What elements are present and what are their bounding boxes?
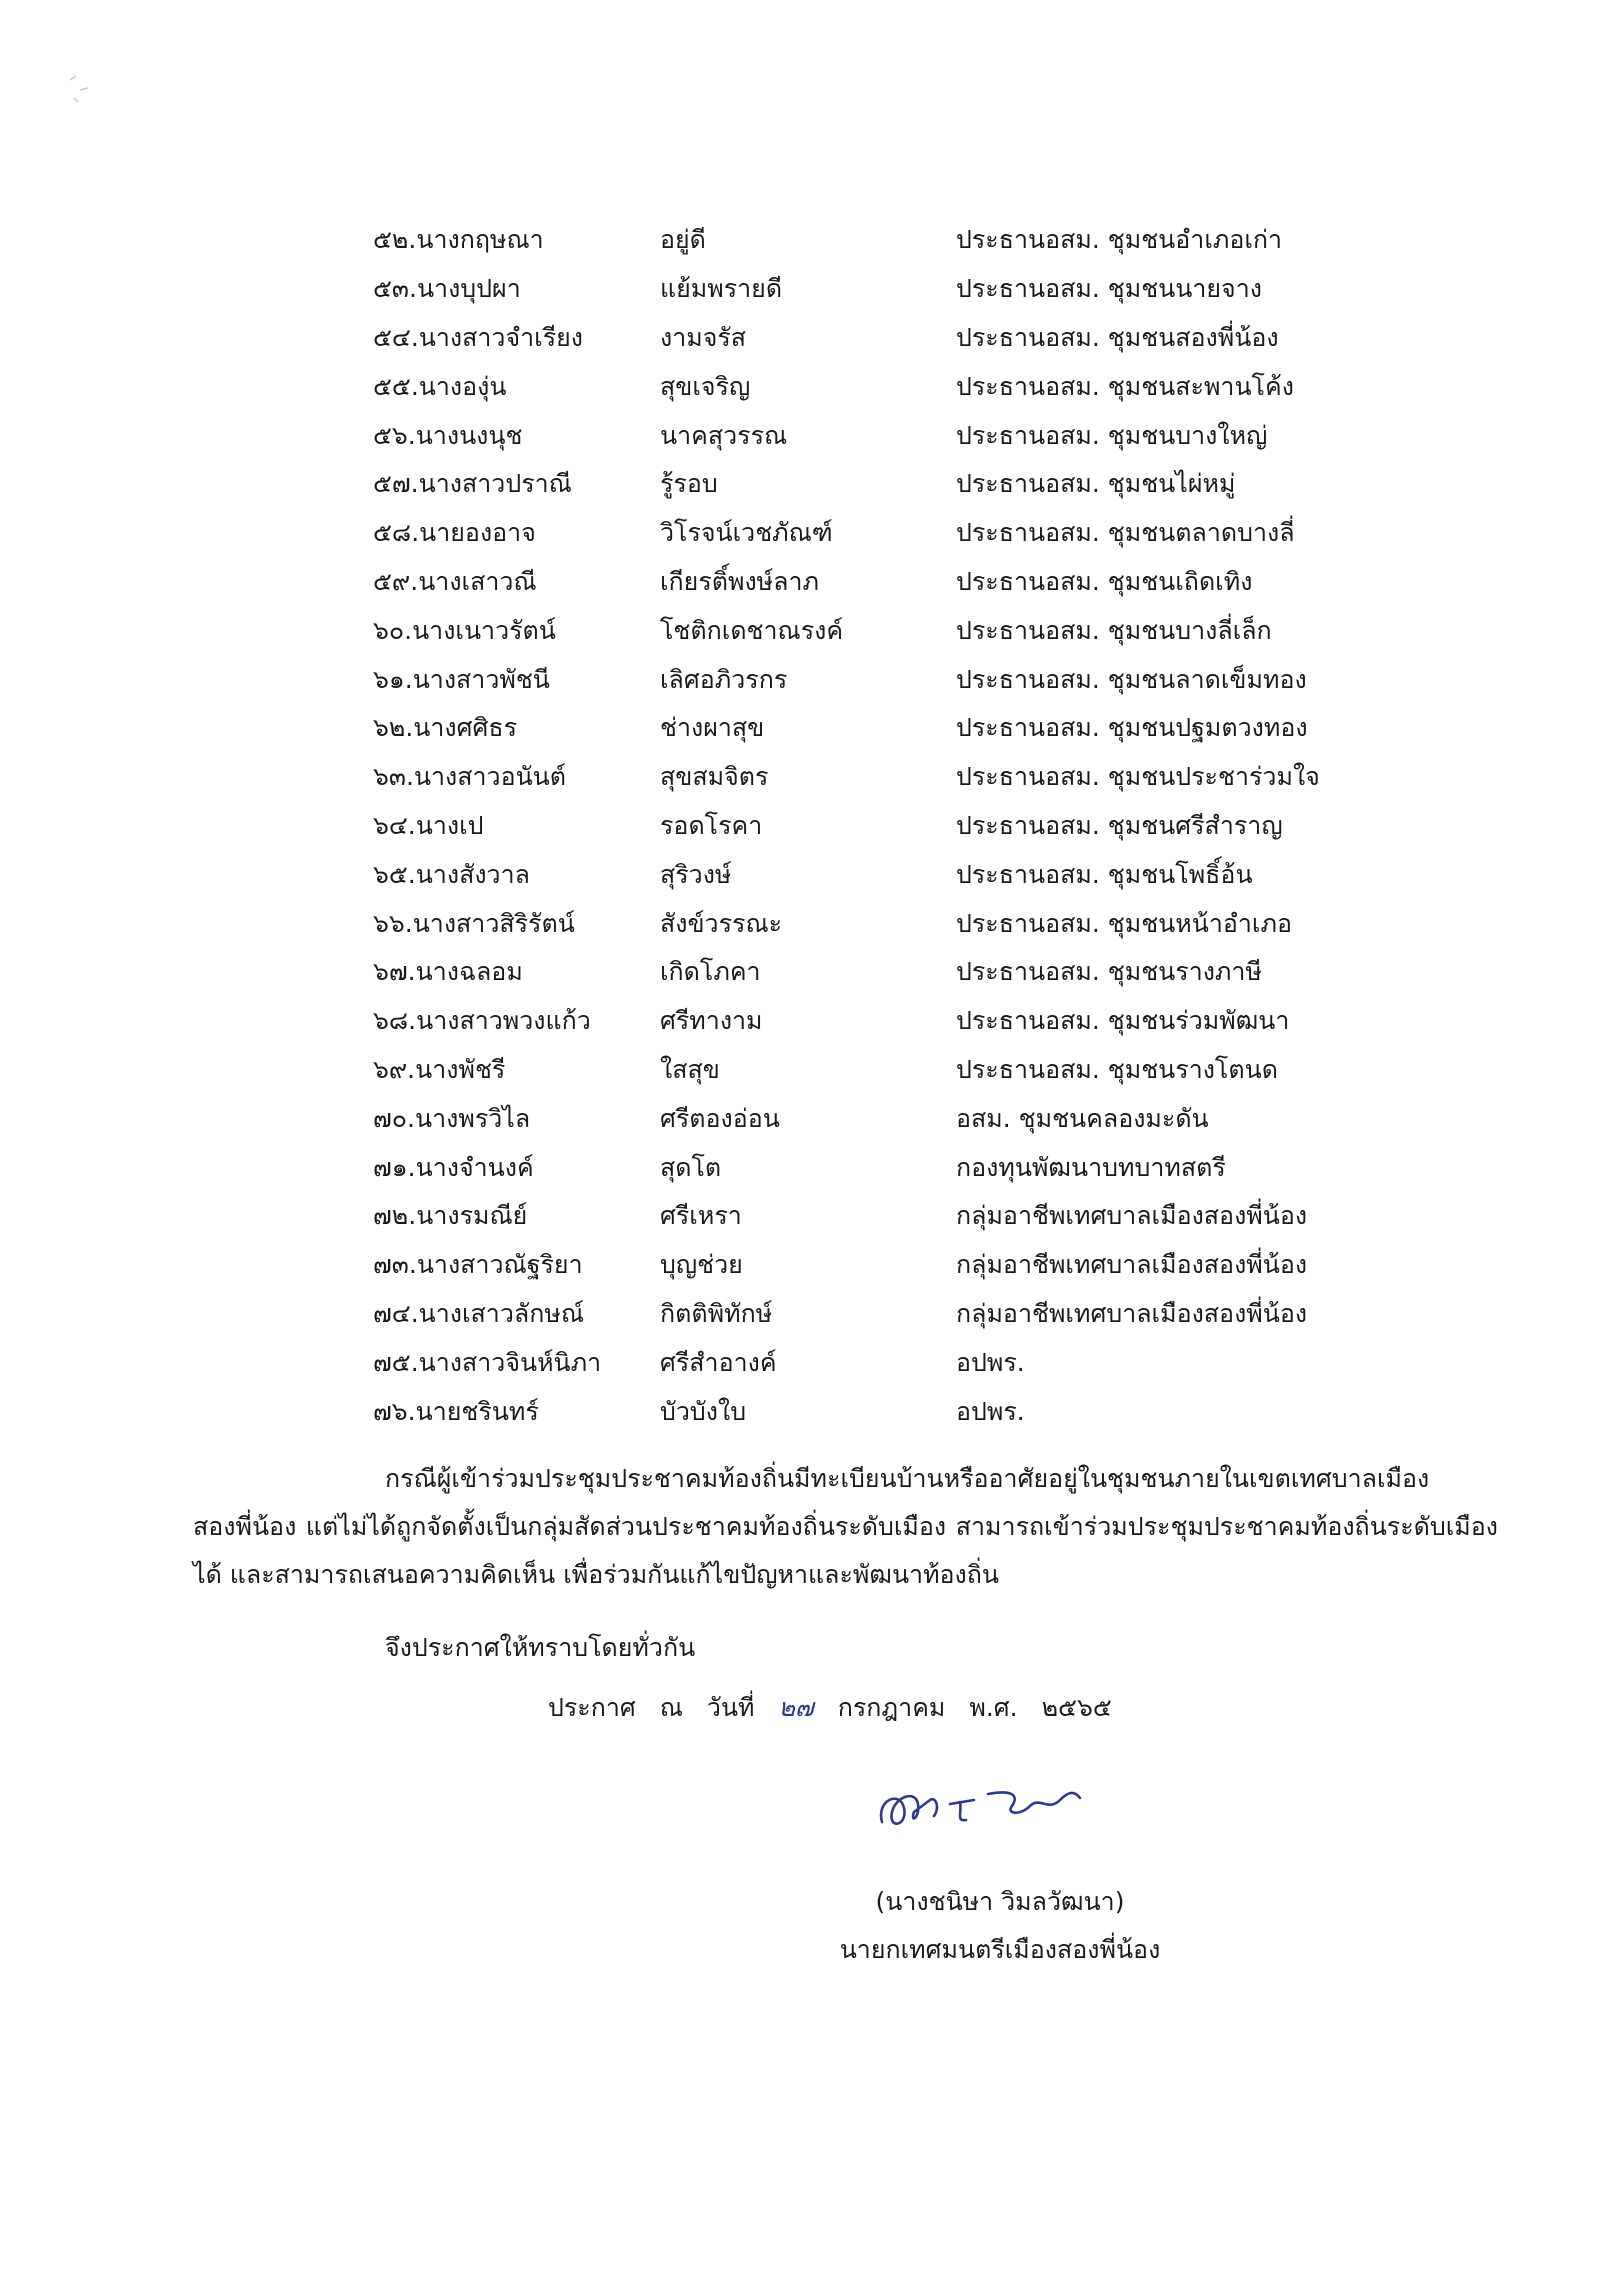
member-surname: สุขเจริญ bbox=[660, 371, 751, 401]
member-role: กลุ่มอาชีพเทศบาลเมืองสองพี่น้อง bbox=[956, 1250, 1308, 1280]
member-name bbox=[373, 513, 660, 553]
member-surname: รู้รอบ bbox=[660, 469, 718, 499]
member-name bbox=[373, 464, 660, 504]
member-surname: แย้มพรายดี bbox=[660, 274, 783, 304]
member-surname: ศรีเหรา bbox=[660, 1201, 742, 1231]
member-name bbox=[373, 1245, 660, 1285]
member-number: ๖๒. bbox=[373, 713, 414, 743]
signer-position: นายกเทศมนตรีเมืองสองพี่น้อง bbox=[839, 1935, 1161, 1964]
member-first-name: นางรมณีย์ bbox=[416, 1201, 528, 1231]
member-role: ประธานอสม. ชุมชนร่วมพัฒนา bbox=[956, 1006, 1290, 1036]
member-first-name: นางเป bbox=[415, 810, 484, 840]
member-name bbox=[373, 269, 660, 309]
date-year: ๒๕๖๕ bbox=[1041, 1693, 1112, 1722]
member-surname: โชติกเดชาณรงค์ bbox=[660, 615, 844, 645]
member-first-name: นางเสาวณี bbox=[418, 566, 537, 596]
member-role: กลุ่มอาชีพเทศบาลเมืองสองพี่น้อง bbox=[956, 1201, 1308, 1231]
handwritten-signature bbox=[870, 1760, 1110, 1850]
member-name bbox=[373, 757, 660, 797]
member-row bbox=[373, 655, 1373, 704]
member-name bbox=[373, 1099, 660, 1139]
member-number: ๕๘. bbox=[373, 518, 420, 548]
member-first-name: นายองอาจ bbox=[419, 518, 536, 548]
member-surname: เกิดโภคา bbox=[660, 957, 761, 987]
member-name bbox=[373, 416, 660, 456]
member-name bbox=[373, 806, 660, 846]
member-first-name: นางสาวจำเรียง bbox=[418, 322, 583, 352]
member-number: ๗๔. bbox=[373, 1298, 419, 1328]
member-number: ๗๓. bbox=[373, 1250, 417, 1280]
member-first-name: นางสาวณัฐริยา bbox=[416, 1250, 583, 1280]
date-month: กรกฎาคม bbox=[837, 1693, 946, 1722]
member-role: ประธานอสม. ชุมชนสะพานโค้ง bbox=[956, 371, 1294, 401]
member-surname: สังข์วรรณะ bbox=[660, 908, 783, 938]
day-label: วันที่ bbox=[706, 1693, 755, 1722]
member-name bbox=[373, 1196, 660, 1236]
member-name bbox=[373, 708, 660, 748]
member-role: ประธานอสม. ชุมชนอำเภอเก่า bbox=[956, 225, 1283, 255]
member-row bbox=[373, 753, 1373, 802]
member-first-name: นางเนาวรัตน์ bbox=[412, 615, 556, 645]
member-name bbox=[373, 1148, 660, 1188]
member-row bbox=[373, 265, 1373, 314]
member-row bbox=[373, 1387, 1373, 1436]
member-first-name: นางสังวาล bbox=[415, 859, 530, 889]
member-first-name: นางสาวสิริรัตน์ bbox=[412, 908, 575, 938]
member-role: ประธานอสม. ชุมชนไผ่หมู่ bbox=[956, 469, 1236, 499]
member-role: ประธานอสม. ชุมชนรางภาษี bbox=[956, 957, 1262, 987]
member-first-name: นายชรินทร์ bbox=[415, 1396, 539, 1426]
member-first-name: นางสาวปราณี bbox=[418, 469, 572, 499]
member-number: ๕๔. bbox=[373, 322, 419, 352]
member-name bbox=[373, 660, 660, 700]
member-row bbox=[373, 1143, 1373, 1192]
member-surname: อยู่ดี bbox=[660, 225, 706, 255]
member-row bbox=[373, 899, 1373, 948]
member-surname: รอดโรคา bbox=[660, 810, 763, 840]
member-role: อปพร. bbox=[956, 1396, 1025, 1426]
member-role: ประธานอสม. ชุมชนบางใหญ่ bbox=[956, 420, 1268, 450]
member-number: ๕๕. bbox=[373, 371, 419, 401]
member-surname: ศรีตองอ่อน bbox=[660, 1103, 780, 1133]
member-row bbox=[373, 1241, 1373, 1290]
member-name bbox=[373, 1343, 660, 1383]
signer-name: (นางชนิษา วิมลวัฒนา) bbox=[875, 1887, 1125, 1916]
member-name bbox=[373, 562, 660, 602]
member-number: ๕๓. bbox=[373, 274, 417, 304]
member-row bbox=[373, 704, 1373, 753]
member-number: ๖๑. bbox=[373, 664, 413, 694]
member-surname: สุดโต bbox=[660, 1152, 722, 1182]
announcement-date bbox=[548, 1688, 1128, 1728]
member-surname: บุญช่วย bbox=[660, 1250, 743, 1280]
member-row bbox=[373, 997, 1373, 1046]
member-role: อปพร. bbox=[956, 1347, 1025, 1377]
member-role: ประธานอสม. ชุมชนบางลี่เล็ก bbox=[956, 615, 1272, 645]
member-number: ๕๗. bbox=[373, 469, 419, 499]
member-number: ๗๖. bbox=[373, 1396, 416, 1426]
member-name bbox=[373, 220, 660, 260]
member-role: ประธานอสม. ชุมชนนายจาง bbox=[956, 274, 1262, 304]
member-row bbox=[373, 802, 1373, 851]
member-role: ประธานอสม. ชุมชนสองพี่น้อง bbox=[956, 322, 1279, 352]
member-row bbox=[373, 216, 1373, 265]
member-role: กองทุนพัฒนาบทบาทสตรี bbox=[956, 1152, 1226, 1182]
member-surname: เลิศอภิวรกร bbox=[660, 664, 788, 694]
member-surname: ช่างผาสุข bbox=[660, 713, 765, 743]
member-number: ๖๗. bbox=[373, 957, 416, 987]
member-first-name: นางพรวิไล bbox=[415, 1103, 531, 1133]
member-row bbox=[373, 1046, 1373, 1095]
member-surname: สุริวงษ์ bbox=[660, 859, 732, 889]
member-number: ๗๑. bbox=[373, 1152, 416, 1182]
member-first-name: นางเสาวลักษณ์ bbox=[418, 1298, 585, 1328]
member-number: ๖๙. bbox=[373, 1054, 416, 1084]
member-row bbox=[373, 314, 1373, 363]
member-row bbox=[373, 850, 1373, 899]
member-role: ประธานอสม. ชุมชนโพธิ์อ้น bbox=[956, 859, 1253, 889]
member-role: อสม. ชุมชนคลองมะดัน bbox=[956, 1103, 1209, 1133]
member-name bbox=[373, 318, 660, 358]
member-role: ประธานอสม. ชุมชนปฐมตวงทอง bbox=[956, 713, 1308, 743]
member-row bbox=[373, 948, 1373, 997]
member-row bbox=[373, 509, 1373, 558]
member-row bbox=[373, 1338, 1373, 1387]
member-number: ๗๐. bbox=[373, 1103, 416, 1133]
member-first-name: นางสาวพัชนี bbox=[412, 664, 550, 694]
member-role: ประธานอสม. ชุมชนเถิดเทิง bbox=[956, 566, 1253, 596]
member-surname: บัวบังใบ bbox=[660, 1396, 747, 1426]
member-name bbox=[373, 1001, 660, 1041]
member-row bbox=[373, 411, 1373, 460]
member-number: ๗๒. bbox=[373, 1201, 417, 1231]
member-first-name: นางพัชรี bbox=[415, 1054, 506, 1084]
member-number: ๖๓. bbox=[373, 762, 414, 792]
member-role: ประธานอสม. ชุมชนประชาร่วมใจ bbox=[956, 762, 1320, 792]
member-first-name: นางบุปผา bbox=[416, 274, 521, 304]
member-name bbox=[373, 367, 660, 407]
member-name bbox=[373, 1294, 660, 1334]
member-first-name: นางจำนงค์ bbox=[415, 1152, 534, 1182]
member-name bbox=[373, 1050, 660, 1090]
member-role: ประธานอสม. ชุมชนลาดเข็มทอง bbox=[956, 664, 1307, 694]
member-number: ๗๕. bbox=[373, 1347, 419, 1377]
member-first-name: นางสาวพวงแก้ว bbox=[416, 1006, 591, 1036]
member-surname: งามจรัส bbox=[660, 322, 747, 352]
member-surname: กิตติพิทักษ์ bbox=[660, 1298, 773, 1328]
member-first-name: นางฉลอม bbox=[415, 957, 523, 987]
member-role: ประธานอสม. ชุมชนตลาดบางลี่ bbox=[956, 518, 1295, 548]
date-era: พ.ศ. bbox=[969, 1693, 1018, 1722]
member-name bbox=[373, 855, 660, 895]
member-first-name: นางกฤษณา bbox=[416, 225, 544, 255]
member-name bbox=[373, 611, 660, 651]
member-role: ประธานอสม. ชุมชนศรีสำราญ bbox=[956, 810, 1283, 840]
member-surname: นาคสุวรรณ bbox=[660, 420, 788, 450]
member-first-name: นางสาวจินห์นิภา bbox=[418, 1347, 602, 1377]
member-role: ประธานอสม. ชุมชนหน้าอำเภอ bbox=[956, 908, 1292, 938]
member-first-name: นางสาวอนันต์ bbox=[413, 762, 567, 792]
member-number: ๖๔. bbox=[373, 810, 416, 840]
member-surname: ใสสุข bbox=[660, 1054, 720, 1084]
member-role: ประธานอสม. ชุมชนรางโตนด bbox=[956, 1054, 1278, 1084]
member-first-name: นางศศิธร bbox=[413, 713, 518, 743]
member-number: ๖๕. bbox=[373, 859, 416, 889]
member-number: ๕๙. bbox=[373, 566, 419, 596]
member-surname: เกียรติ์พงษ์ลาภ bbox=[660, 566, 819, 596]
member-surname: ศรีทางาม bbox=[660, 1006, 763, 1036]
member-list bbox=[373, 216, 1373, 1436]
member-row bbox=[373, 1290, 1373, 1339]
member-row bbox=[373, 1094, 1373, 1143]
closing-statement: จึงประกาศให้ทราบโดยทั่วกัน bbox=[385, 1633, 696, 1662]
member-number: ๖๖. bbox=[373, 908, 413, 938]
member-name bbox=[373, 1392, 660, 1432]
member-row bbox=[373, 558, 1373, 607]
member-surname: ศรีสำอางค์ bbox=[660, 1347, 777, 1377]
member-number: ๕๖. bbox=[373, 420, 416, 450]
member-first-name: นางองุ่น bbox=[418, 371, 507, 401]
member-row bbox=[373, 460, 1373, 509]
member-name bbox=[373, 952, 660, 992]
scan-speck bbox=[60, 60, 130, 110]
date-day: ๒๗ bbox=[778, 1693, 814, 1722]
member-row bbox=[373, 1192, 1373, 1241]
member-number: ๖๐. bbox=[373, 615, 413, 645]
member-number: ๕๒. bbox=[373, 225, 417, 255]
member-row bbox=[373, 362, 1373, 411]
notice-paragraph: กรณีผู้เข้าร่วมประชุมประชาคมท้องถิ่นมีทะเบียนบ้านหรืออาศัยอยู่ในชุมชนภายในเขตเทศบาลเมืองสองพี่น้อง แต่ไม่ได้ถูกจัดตั้งเป็นกลุ่มสัดส่วนประชาคมท้องถิ่นระดับเมือง สามารถเข้าร่วมประชุมประชาคมท้องถิ่นระดับเมืองได้ และสามารถเสนอความคิดเห็น เพื่อร่วมกันแก้ไขปัญหาและพัฒนาท้องถิ่น bbox=[193, 1464, 1498, 1589]
member-surname: สุขสมจิตร bbox=[660, 762, 769, 792]
signer-block bbox=[790, 1878, 1210, 1974]
at-label: ณ bbox=[659, 1693, 683, 1722]
announce-label: ประกาศ bbox=[548, 1693, 636, 1722]
member-role: กลุ่มอาชีพเทศบาลเมืองสองพี่น้อง bbox=[956, 1298, 1308, 1328]
member-number: ๖๘. bbox=[373, 1006, 417, 1036]
member-name bbox=[373, 904, 660, 944]
member-first-name: นางนงนุช bbox=[415, 420, 523, 450]
member-row bbox=[373, 606, 1373, 655]
member-surname: วิโรจน์เวชภัณฑ์ bbox=[660, 518, 833, 548]
